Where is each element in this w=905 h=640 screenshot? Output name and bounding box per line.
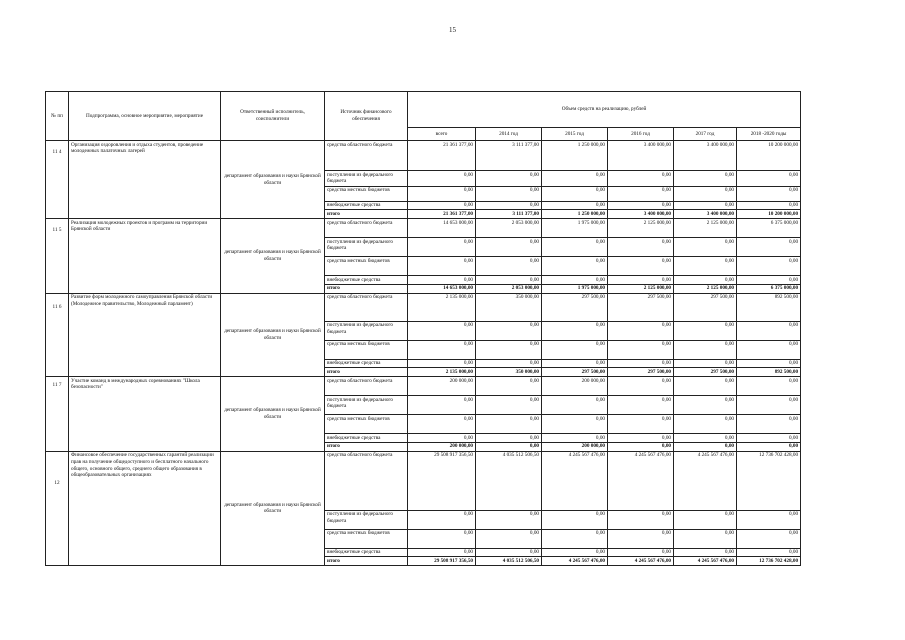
funding-source: средства местных бюджетов (325, 186, 408, 201)
amount-cell: 6 375 000,00 (737, 284, 801, 293)
header-number: № пп (46, 92, 69, 141)
item-executor: департамент образования и науки Брянской области (221, 141, 325, 219)
funding-source: итого (325, 368, 408, 377)
amount-cell: 4 245 567 476,00 (542, 451, 608, 510)
funding-source: поступления из федерального бюджета (325, 238, 408, 257)
amount-cell: 0,00 (674, 442, 737, 451)
amount-cell: 0,00 (674, 201, 737, 210)
funding-source: итого (325, 210, 408, 219)
amount-cell: 1 975 000,00 (542, 219, 608, 238)
amount-cell: 0,00 (737, 238, 801, 257)
amount-cell: 12 736 702 428,00 (737, 557, 801, 566)
amount-cell: 0,00 (674, 548, 737, 557)
amount-cell: 0,00 (542, 276, 608, 285)
amount-cell: 0,00 (608, 396, 674, 415)
amount-cell: 0,00 (674, 238, 737, 257)
amount-cell: 0,00 (408, 201, 476, 210)
amount-cell: 0,00 (737, 257, 801, 276)
amount-cell: 0,00 (476, 510, 542, 529)
amount-cell: 0,00 (542, 434, 608, 443)
amount-cell: 4 245 567 476,00 (674, 451, 737, 510)
amount-cell: 350 000,00 (476, 368, 542, 377)
amount-cell: 0,00 (737, 510, 801, 529)
amount-cell: 0,00 (542, 415, 608, 434)
funding-source: средства местных бюджетов (325, 257, 408, 276)
item-executor: департамент образования и науки Брянской области (221, 219, 325, 294)
amount-cell: 0,00 (408, 321, 476, 340)
amount-cell: 0,00 (476, 171, 542, 187)
amount-cell: 0,00 (608, 238, 674, 257)
amount-cell: 0,00 (408, 340, 476, 359)
funding-source: средства областного бюджета (325, 293, 408, 321)
funding-source: поступления из федерального бюджета (325, 510, 408, 529)
amount-cell: 297 500,00 (542, 293, 608, 321)
amount-cell: 0,00 (608, 359, 674, 368)
header-year-2015: 2015 год (542, 128, 608, 141)
amount-cell: 0,00 (476, 321, 542, 340)
amount-cell: 892 500,00 (737, 293, 801, 321)
amount-cell: 0,00 (737, 321, 801, 340)
budget-table (45, 91, 801, 566)
amount-cell: 0,00 (542, 529, 608, 548)
amount-cell: 0,00 (542, 238, 608, 257)
amount-cell: 0,00 (674, 510, 737, 529)
amount-cell: 1 975 000,00 (542, 284, 608, 293)
amount-cell: 4 035 512 506,50 (476, 451, 542, 510)
amount-cell: 0,00 (674, 359, 737, 368)
amount-cell: 0,00 (608, 442, 674, 451)
amount-cell: 0,00 (408, 186, 476, 201)
amount-cell: 0,00 (408, 548, 476, 557)
amount-cell: 0,00 (408, 434, 476, 443)
funding-source: итого (325, 284, 408, 293)
amount-cell: 0,00 (737, 434, 801, 443)
header-year-2016: 2016 год (608, 128, 674, 141)
amount-cell: 3 111 377,00 (476, 141, 542, 171)
amount-cell: 0,00 (674, 340, 737, 359)
funding-source: средства областного бюджета (325, 451, 408, 510)
amount-cell: 297 500,00 (608, 293, 674, 321)
funding-source: внебюджетные средства (325, 359, 408, 368)
amount-cell: 0,00 (542, 548, 608, 557)
amount-cell: 0,00 (674, 321, 737, 340)
funding-source: поступления из федерального бюджета (325, 396, 408, 415)
amount-cell: 2 053 000,00 (476, 284, 542, 293)
funding-source: поступления из федерального бюджета (325, 321, 408, 340)
table-row (46, 451, 801, 510)
amount-cell: 0,00 (737, 276, 801, 285)
amount-cell: 0,00 (476, 415, 542, 434)
amount-cell: 0,00 (476, 442, 542, 451)
funding-source: средства областного бюджета (325, 377, 408, 396)
table-row (46, 219, 801, 238)
amount-cell: 0,00 (408, 359, 476, 368)
amount-cell: 0,00 (608, 529, 674, 548)
amount-cell: 0,00 (476, 359, 542, 368)
amount-cell: 0,00 (476, 238, 542, 257)
amount-cell: 0,00 (674, 171, 737, 187)
amount-cell: 297 500,00 (608, 368, 674, 377)
amount-cell: 0,00 (476, 186, 542, 201)
amount-cell: 0,00 (408, 396, 476, 415)
amount-cell: 0,00 (674, 434, 737, 443)
item-name: Развитие форм молодежного самоуправления Брянской области (Молодежное правительство, Молодежный парламент) (69, 293, 221, 377)
amount-cell: 14 653 000,00 (408, 219, 476, 238)
amount-cell: 0,00 (737, 442, 801, 451)
amount-cell: 0,00 (737, 186, 801, 201)
amount-cell: 200 000,00 (542, 377, 608, 396)
amount-cell: 21 361 377,00 (408, 141, 476, 171)
amount-cell: 4 245 567 476,00 (674, 557, 737, 566)
amount-cell: 0,00 (408, 171, 476, 187)
amount-cell: 200 000,00 (408, 442, 476, 451)
amount-cell: 0,00 (608, 415, 674, 434)
amount-cell: 0,00 (608, 340, 674, 359)
amount-cell: 0,00 (542, 359, 608, 368)
item-executor: департамент образования и науки Брянской области (221, 451, 325, 566)
amount-cell: 2 125 000,00 (674, 219, 737, 238)
amount-cell: 2 135 000,00 (408, 368, 476, 377)
amount-cell: 0,00 (476, 377, 542, 396)
amount-cell: 4 245 567 476,00 (542, 557, 608, 566)
item-executor: департамент образования и науки Брянской области (221, 293, 325, 377)
amount-cell: 0,00 (542, 396, 608, 415)
header-year-2014: 2014 год (476, 128, 542, 141)
item-name: Финансовое обеспечение государственных гарантий реализации прав на получение общедоступного и бесплатного начального общего, основного общего, среднего общего образования в общеобразовательных организациях (69, 451, 221, 566)
item-number: 11 6 (46, 293, 69, 377)
funding-source: средства областного бюджета (325, 219, 408, 238)
header-executor: Ответственный исполнитель, соисполнители (221, 92, 325, 141)
amount-cell: 0,00 (408, 238, 476, 257)
amount-cell: 0,00 (608, 510, 674, 529)
budget-body (46, 141, 801, 566)
item-number: 11 5 (46, 219, 69, 294)
amount-cell: 10 200 000,00 (737, 210, 801, 219)
table-row (46, 293, 801, 321)
header-program: Подпрограмма, основное мероприятие, мероприятие (69, 92, 221, 141)
amount-cell: 2 125 000,00 (674, 284, 737, 293)
amount-cell: 2 135 000,00 (408, 293, 476, 321)
amount-cell: 0,00 (476, 529, 542, 548)
amount-cell: 12 736 702 428,00 (737, 451, 801, 510)
amount-cell: 0,00 (608, 186, 674, 201)
amount-cell: 297 500,00 (542, 368, 608, 377)
amount-cell: 0,00 (608, 548, 674, 557)
amount-cell: 0,00 (476, 434, 542, 443)
amount-cell: 0,00 (737, 415, 801, 434)
amount-cell: 29 508 917 356,50 (408, 451, 476, 510)
amount-cell: 3 400 000,00 (674, 141, 737, 171)
amount-cell: 0,00 (476, 340, 542, 359)
funding-source: средства областного бюджета (325, 141, 408, 171)
amount-cell: 0,00 (737, 548, 801, 557)
amount-cell: 0,00 (542, 257, 608, 276)
item-number: 11 7 (46, 377, 69, 452)
amount-cell: 0,00 (674, 396, 737, 415)
amount-cell: 29 508 917 356,50 (408, 557, 476, 566)
amount-cell: 0,00 (608, 276, 674, 285)
amount-cell: 3 400 000,00 (608, 210, 674, 219)
amount-cell: 0,00 (674, 257, 737, 276)
amount-cell: 0,00 (542, 201, 608, 210)
amount-cell: 0,00 (737, 396, 801, 415)
amount-cell: 892 500,00 (737, 368, 801, 377)
header-year-2018-2020: 2018 -2020 годы (737, 128, 801, 141)
amount-cell: 0,00 (608, 434, 674, 443)
amount-cell: 297 500,00 (674, 293, 737, 321)
header-source: Источник финансового обеспечения (325, 92, 408, 141)
amount-cell: 2 053 000,00 (476, 219, 542, 238)
header-year-2017: 2017 год (674, 128, 737, 141)
amount-cell: 4 245 567 476,00 (608, 557, 674, 566)
header-volume: Объем средств на реализацию, рублей (408, 92, 801, 128)
table-row (46, 141, 801, 171)
amount-cell: 0,00 (476, 396, 542, 415)
amount-cell: 10 200 000,00 (737, 141, 801, 171)
amount-cell: 1 250 000,00 (542, 141, 608, 171)
amount-cell: 0,00 (408, 415, 476, 434)
amount-cell: 0,00 (608, 257, 674, 276)
amount-cell: 0,00 (542, 321, 608, 340)
amount-cell: 0,00 (408, 276, 476, 285)
funding-source: внебюджетные средства (325, 548, 408, 557)
amount-cell: 0,00 (737, 377, 801, 396)
amount-cell: 0,00 (476, 201, 542, 210)
amount-cell: 3 111 377,00 (476, 210, 542, 219)
amount-cell: 0,00 (408, 510, 476, 529)
funding-source: внебюджетные средства (325, 276, 408, 285)
amount-cell: 297 500,00 (674, 368, 737, 377)
amount-cell: 0,00 (608, 321, 674, 340)
amount-cell: 6 375 000,00 (737, 219, 801, 238)
amount-cell: 0,00 (608, 171, 674, 187)
amount-cell: 200 000,00 (542, 442, 608, 451)
amount-cell: 0,00 (542, 186, 608, 201)
item-number: 11 4 (46, 141, 69, 219)
amount-cell: 0,00 (674, 529, 737, 548)
amount-cell: 350 000,00 (476, 293, 542, 321)
funding-source: итого (325, 557, 408, 566)
funding-source: поступления из федерального бюджета (325, 171, 408, 187)
amount-cell: 0,00 (476, 276, 542, 285)
amount-cell: 4 245 567 476,00 (608, 451, 674, 510)
amount-cell: 0,00 (542, 171, 608, 187)
amount-cell: 2 125 000,00 (608, 284, 674, 293)
amount-cell: 3 400 000,00 (674, 210, 737, 219)
amount-cell: 0,00 (408, 257, 476, 276)
amount-cell: 2 125 000,00 (608, 219, 674, 238)
amount-cell: 0,00 (737, 171, 801, 187)
page-number: 15 (449, 26, 456, 34)
amount-cell: 0,00 (408, 529, 476, 548)
amount-cell: 200 000,00 (408, 377, 476, 396)
amount-cell: 0,00 (737, 359, 801, 368)
amount-cell: 0,00 (608, 377, 674, 396)
amount-cell: 0,00 (476, 257, 542, 276)
item-executor: департамент образования и науки Брянской области (221, 377, 325, 452)
item-name: Реализация молодежных проектов и программ на территории Брянской области (69, 219, 221, 294)
item-name: Участие команд в международных соревнованиях "Школа безопасности" (69, 377, 221, 452)
amount-cell: 0,00 (608, 201, 674, 210)
amount-cell: 4 035 512 506,50 (476, 557, 542, 566)
amount-cell: 0,00 (674, 415, 737, 434)
amount-cell: 0,00 (674, 377, 737, 396)
amount-cell: 0,00 (542, 340, 608, 359)
amount-cell: 0,00 (674, 276, 737, 285)
header-year-total: всего (408, 128, 476, 141)
amount-cell: 0,00 (542, 510, 608, 529)
funding-source: средства местных бюджетов (325, 415, 408, 434)
amount-cell: 0,00 (737, 340, 801, 359)
amount-cell: 0,00 (737, 201, 801, 210)
funding-source: средства местных бюджетов (325, 340, 408, 359)
amount-cell: 0,00 (737, 529, 801, 548)
amount-cell: 14 653 000,00 (408, 284, 476, 293)
item-name: Организация оздоровления и отдыха студентов, проведение молодежных палаточных лагерей (69, 141, 221, 219)
amount-cell: 3 400 000,00 (608, 141, 674, 171)
amount-cell: 1 250 000,00 (542, 210, 608, 219)
amount-cell: 21 361 377,00 (408, 210, 476, 219)
amount-cell: 0,00 (674, 186, 737, 201)
item-number: 12 (46, 451, 69, 566)
funding-source: внебюджетные средства (325, 201, 408, 210)
amount-cell: 0,00 (476, 548, 542, 557)
funding-source: внебюджетные средства (325, 434, 408, 443)
funding-source: итого (325, 442, 408, 451)
table-row (46, 377, 801, 396)
funding-source: средства местных бюджетов (325, 529, 408, 548)
